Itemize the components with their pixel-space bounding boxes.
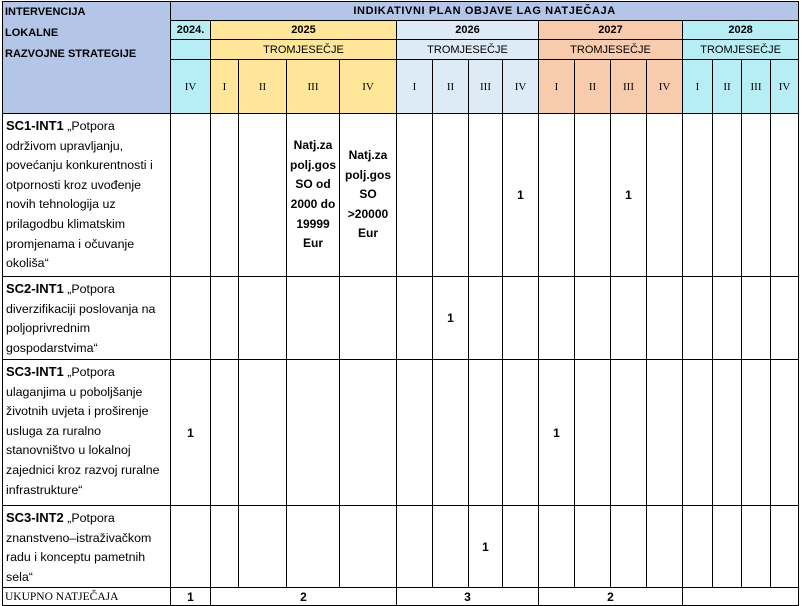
- cell-2028-iii: [742, 360, 771, 506]
- tender-plan-table: [2, 1, 799, 606]
- year-2028: 2028: [683, 21, 799, 40]
- cell-2025-iv: [340, 506, 397, 588]
- cell-2025-i: [211, 114, 239, 277]
- value-2027-iii: 1: [611, 114, 647, 277]
- total-2027: 2: [539, 588, 683, 606]
- table-row: [3, 114, 799, 277]
- cell-2027-i: [539, 506, 575, 588]
- totals-row: [3, 588, 799, 606]
- cell-2028-ii: [713, 114, 742, 277]
- row-label-sc3-int1: [3, 360, 171, 506]
- quarter-2028-iv: IV: [771, 60, 799, 114]
- cell-2026-ii: [433, 360, 469, 506]
- quarter-2027-iii: III: [611, 60, 647, 114]
- cell-2027-iv: [647, 360, 683, 506]
- totals-label: UKUPNO NATJEČAJA: [3, 588, 171, 606]
- year-2026: 2026: [397, 21, 539, 40]
- cell-2025-iii: [287, 277, 340, 360]
- cell-2024-iv: [171, 506, 211, 588]
- row-code: SC1-INT1: [6, 118, 64, 133]
- cell-2027-iii: [611, 506, 647, 588]
- cell-2026-iv: [503, 360, 539, 506]
- cell-2026-i: [397, 114, 433, 277]
- cell-2025-iv: [340, 360, 397, 506]
- cell-2025-iii: [287, 360, 340, 506]
- cell-2026-iii: [469, 114, 503, 277]
- value-2026-ii: 1: [433, 277, 469, 360]
- note-2025-iii: Natj.za polj.gos SO od 2000 do 19999 Eur: [287, 114, 340, 277]
- cell-2028-iv: [771, 277, 799, 360]
- cell-2027-ii: [575, 277, 611, 360]
- table-row: [3, 360, 799, 506]
- table-row: [3, 506, 799, 588]
- cell-2026-i: [397, 277, 433, 360]
- value-2026-iv: 1: [503, 114, 539, 277]
- cell-2028-iv: [771, 360, 799, 506]
- total-2028: [683, 588, 799, 606]
- quarter-2026-iii: III: [469, 60, 503, 114]
- year-2024: 2024.: [171, 21, 211, 40]
- cell-2027-iii: [611, 360, 647, 506]
- tromjesecje-2027: TROMJESEČJE: [539, 40, 683, 60]
- quarter-2024-iv: IV: [171, 60, 211, 114]
- cell-2026-ii: [433, 506, 469, 588]
- tromjesecje-2028: TROMJESEČJE: [683, 40, 799, 60]
- value-2027-i: 1: [539, 360, 575, 506]
- cell-2026-i: [397, 360, 433, 506]
- row-label-sc2-int1: [3, 277, 171, 360]
- cell-2027-iii: [611, 277, 647, 360]
- quarter-2026-iv: IV: [503, 60, 539, 114]
- cell-2025-ii: [239, 277, 287, 360]
- total-2026: 3: [397, 588, 539, 606]
- cell-2026-ii: [433, 114, 469, 277]
- quarter-2028-ii: II: [713, 60, 742, 114]
- quarter-2027-iv: IV: [647, 60, 683, 114]
- row-code: SC2-INT1: [6, 281, 64, 296]
- row-code: SC3-INT1: [6, 364, 64, 379]
- cell-2028-i: [683, 114, 713, 277]
- cell-2025-iv: [340, 277, 397, 360]
- cell-2028-i: [683, 360, 713, 506]
- cell-2028-iii: [742, 277, 771, 360]
- cell-2027-iv: [647, 277, 683, 360]
- quarter-2026-ii: II: [433, 60, 469, 114]
- row-text: „Potpora ulaganjima u poboljšanje životnih uvjeta i proširenje usluga za ruralno stanovništvo u lokalnoj zajednici kroz razvoj ruralne infrastrukture“: [6, 365, 160, 497]
- value-2024-iv: 1: [171, 360, 211, 506]
- cell-2024-iv: [171, 114, 211, 277]
- cell-2024-iv: [171, 277, 211, 360]
- year-2027: 2027: [539, 21, 683, 40]
- tromjesecje-2026: TROMJESEČJE: [397, 40, 539, 60]
- row-text: „Potpora održivom upravljanju, povećanju konkurentnosti i otpornosti kroz uvođenje novih tehnologija uz prilagodbu klimatskim promjenama i očuvanje okoliša“: [6, 119, 153, 271]
- intervention-header-line-3: RAZVOJNE STRATEGIJE: [5, 48, 137, 60]
- cell-2028-iii: [742, 114, 771, 277]
- quarter-2025-i: I: [211, 60, 239, 114]
- tromjesecje-2024: [171, 40, 211, 60]
- cell-2025-ii: [239, 114, 287, 277]
- quarter-2025-iv: IV: [340, 60, 397, 114]
- cell-2027-i: [539, 114, 575, 277]
- cell-2027-iv: [647, 506, 683, 588]
- row-label-sc3-int2: [3, 506, 171, 588]
- cell-2025-i: [211, 277, 239, 360]
- cell-2026-iv: [503, 506, 539, 588]
- total-2025: 2: [211, 588, 397, 606]
- row-text: „Potpora znanstveno–istraživačkom radu i konceptu pametnih sela“: [6, 511, 152, 584]
- cell-2028-iii: [742, 506, 771, 588]
- cell-2027-ii: [575, 360, 611, 506]
- cell-2026-iii: [469, 360, 503, 506]
- cell-2025-i: [211, 360, 239, 506]
- row-label-sc1-int1: [3, 114, 171, 277]
- cell-2027-i: [539, 277, 575, 360]
- tromjesecje-2025: TROMJESEČJE: [211, 40, 397, 60]
- intervention-header: [3, 2, 171, 114]
- value-2026-iii: 1: [469, 506, 503, 588]
- cell-2028-ii: [713, 277, 742, 360]
- quarter-2025-iii: III: [287, 60, 340, 114]
- quarter-2025-ii: II: [239, 60, 287, 114]
- cell-2028-iv: [771, 506, 799, 588]
- cell-2028-ii: [713, 506, 742, 588]
- cell-2026-i: [397, 506, 433, 588]
- cell-2028-i: [683, 277, 713, 360]
- cell-2026-iii: [469, 277, 503, 360]
- quarter-2028-iii: III: [742, 60, 771, 114]
- cell-2025-i: [211, 506, 239, 588]
- cell-2028-iv: [771, 114, 799, 277]
- intervention-header-line-1: INTERVENCIJA: [5, 6, 86, 18]
- row-code: SC3-INT2: [6, 510, 64, 525]
- table-row: [3, 277, 799, 360]
- total-2024: 1: [171, 588, 211, 606]
- cell-2026-iv: [503, 277, 539, 360]
- cell-2028-i: [683, 506, 713, 588]
- quarter-2027-ii: II: [575, 60, 611, 114]
- cell-2028-ii: [713, 360, 742, 506]
- cell-2025-ii: [239, 506, 287, 588]
- quarter-2028-i: I: [683, 60, 713, 114]
- row-text: „Potpora diverzifikaciji poslovanja na poljoprivrednim gospodarstvima“: [6, 282, 156, 355]
- cell-2027-ii: [575, 114, 611, 277]
- note-2025-iv: Natj.za polj.gos SO >20000 Eur: [340, 114, 397, 277]
- year-2025: 2025: [211, 21, 397, 40]
- quarter-2027-i: I: [539, 60, 575, 114]
- quarter-2026-i: I: [397, 60, 433, 114]
- intervention-header-line-2: LOKALNE: [5, 27, 59, 39]
- table-title: INDIKATIVNI PLAN OBJAVE LAG NATJEČAJA: [171, 2, 799, 21]
- cell-2025-iii: [287, 506, 340, 588]
- cell-2027-iv: [647, 114, 683, 277]
- cell-2025-ii: [239, 360, 287, 506]
- cell-2027-ii: [575, 506, 611, 588]
